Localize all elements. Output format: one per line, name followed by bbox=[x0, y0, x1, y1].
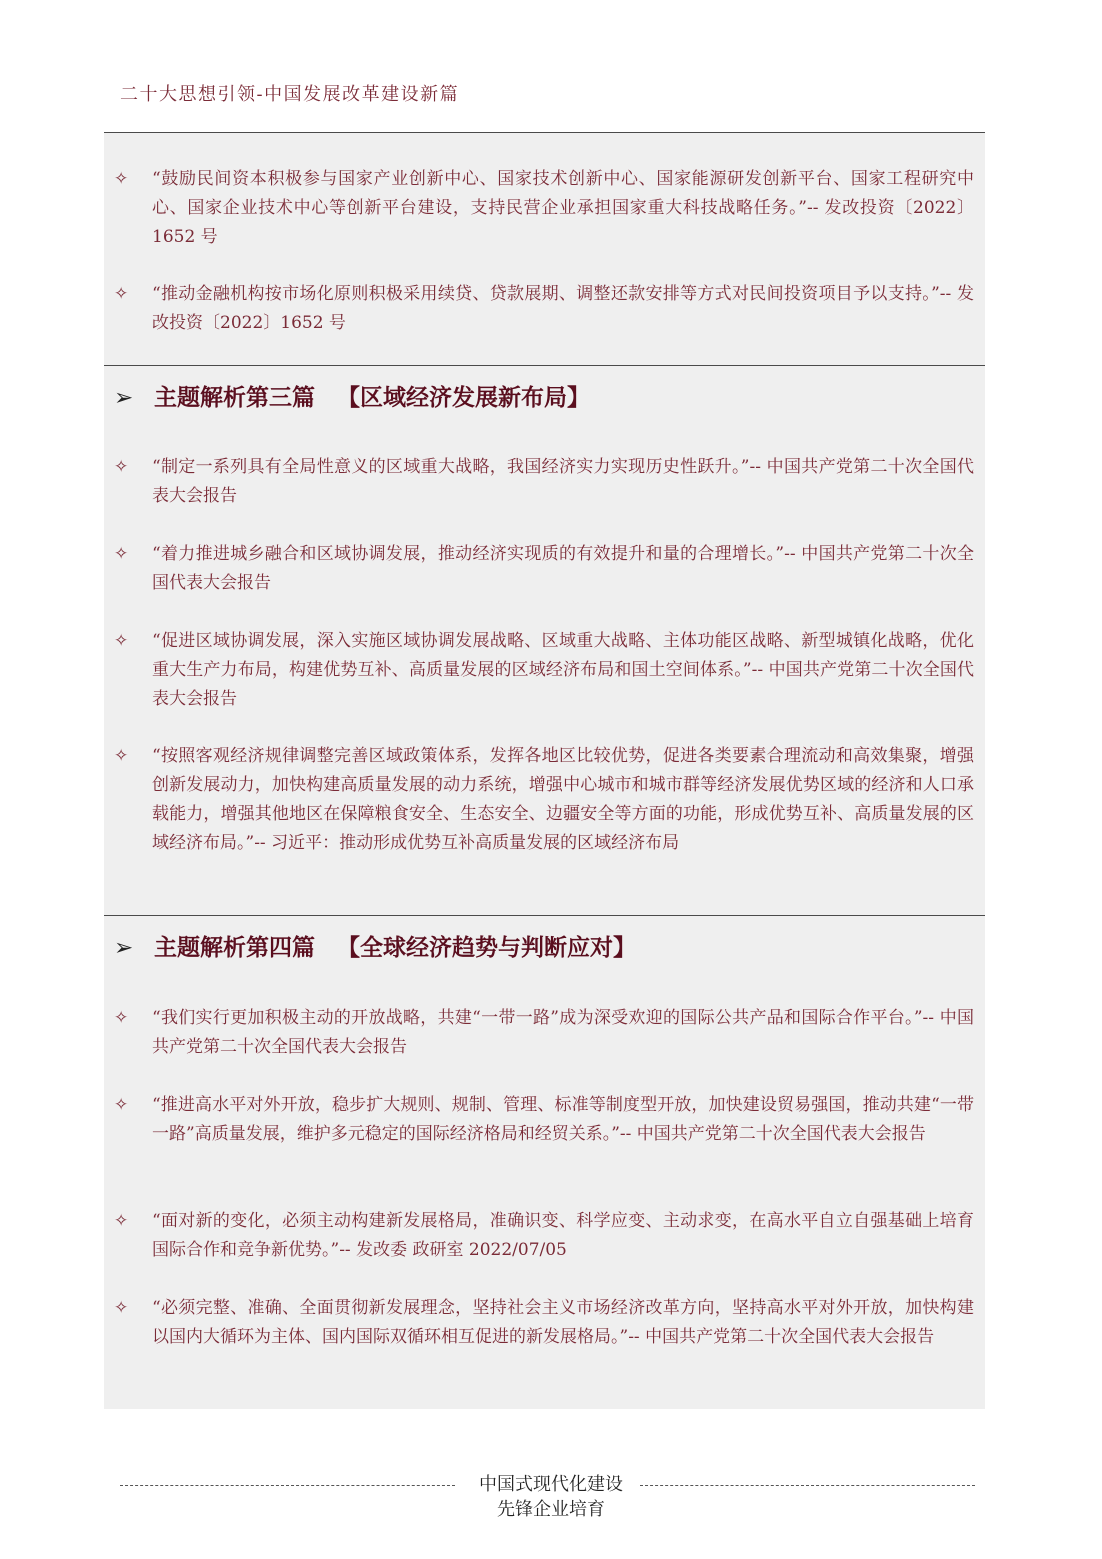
section-divider bbox=[104, 365, 985, 366]
quote-text: “按照客观经济规律调整完善区域政策体系，发挥各地区比较优势，促进各类要素合理流动和高效集聚，增强创新发展动力，加快构建高质量发展的动力系统，增强中心城市和城市群等经济发展优势区域的经济和人口承载能力，增强其他地区在保障粮食安全、生态安全、边疆安全等方面的功能，形成优势互补、高质量发展的区域经济布局。”-- 习近平：推动形成优势互补高质量发展的区域经济布局 bbox=[152, 746, 974, 853]
quote-item bbox=[114, 280, 974, 338]
bullet-diamond-icon: ✧ bbox=[114, 544, 129, 564]
quote-text: “我们实行更加积极主动的开放战略，共建“一带一路”成为深受欢迎的国际公共产品和国际合作平台。”-- 中国共产党第二十次全国代表大会报告 bbox=[152, 1008, 974, 1057]
quote-text: “必须完整、准确、全面贯彻新发展理念，坚持社会主义市场经济改革方向，坚持高水平对外开放，加快构建以国内大循环为主体、国内国际双循环相互促进的新发展格局。”-- 中国共产党第二十次全国代表大会报告 bbox=[152, 1298, 974, 1347]
quote-item bbox=[114, 1294, 974, 1352]
footer-line-2: 先锋企业培育 bbox=[497, 1499, 605, 1520]
section-title: 【全球经济趋势与判断应对】 bbox=[337, 935, 636, 961]
content-panel bbox=[104, 132, 985, 1409]
section-label: 主题解析第三篇 bbox=[154, 385, 315, 411]
quote-item bbox=[114, 540, 974, 598]
bullet-diamond-icon: ✧ bbox=[114, 631, 129, 651]
page-header-title: 二十大思想引领-中国发展改革建设新篇 bbox=[120, 84, 460, 105]
bullet-diamond-icon: ✧ bbox=[114, 1008, 129, 1028]
quote-item bbox=[114, 627, 974, 714]
quote-item bbox=[114, 742, 974, 858]
bullet-diamond-icon: ✧ bbox=[114, 284, 129, 304]
bullet-diamond-icon: ✧ bbox=[114, 746, 129, 766]
bullet-diamond-icon: ✧ bbox=[114, 1298, 129, 1318]
quote-item bbox=[114, 165, 974, 252]
arrow-icon: ➢ bbox=[114, 935, 134, 961]
section-divider bbox=[104, 915, 985, 916]
section-label: 主题解析第四篇 bbox=[154, 935, 315, 961]
quote-text: “面对新的变化，必须主动构建新发展格局，准确识变、科学应变、主动求变，在高水平自立自强基础上培育国际合作和竞争新优势。”-- 发改委 政研室 2022/07/05 bbox=[152, 1211, 974, 1260]
quote-text: “制定一系列具有全局性意义的区域重大战略，我国经济实力实现历史性跃升。”-- 中国共产党第二十次全国代表大会报告 bbox=[152, 457, 974, 506]
quote-text: “鼓励民间资本积极参与国家产业创新中心、国家技术创新中心、国家能源研发创新平台、国家工程研究中心、国家企业技术中心等创新平台建设，支持民营企业承担国家重大科技战略任务。”-- 发改投资〔2022〕1652 号 bbox=[152, 169, 974, 247]
quote-text: “着力推进城乡融合和区域协调发展，推动经济实现质的有效提升和量的合理增长。”-- 中国共产党第二十次全国代表大会报告 bbox=[152, 544, 974, 593]
bullet-diamond-icon: ✧ bbox=[114, 457, 129, 477]
arrow-icon: ➢ bbox=[114, 385, 134, 411]
section-heading-4 bbox=[114, 929, 636, 962]
quote-item bbox=[114, 1091, 974, 1149]
bullet-diamond-icon: ✧ bbox=[114, 169, 129, 189]
quote-text: “推动金融机构按市场化原则积极采用续贷、贷款展期、调整还款安排等方式对民间投资项目予以支持。”-- 发改投资〔2022〕1652 号 bbox=[152, 284, 974, 333]
quote-text: “促进区域协调发展，深入实施区域协调发展战略、区域重大战略、主体功能区战略、新型城镇化战略，优化重大生产力布局，构建优势互补、高质量发展的区域经济布局和国土空间体系。”-- 中国共产党第二十次全国代表大会报告 bbox=[152, 631, 974, 709]
section-title: 【区域经济发展新布局】 bbox=[337, 385, 590, 411]
quote-text: “推进高水平对外开放，稳步扩大规则、规制、管理、标准等制度型开放，加快建设贸易强国，推动共建“一带一路”高质量发展，维护多元稳定的国际经济格局和经贸关系。”-- 中国共产党第二十次全国代表大会报告 bbox=[152, 1095, 974, 1144]
section-heading-3 bbox=[114, 379, 590, 412]
quote-item bbox=[114, 1004, 974, 1062]
footer-line-1: 中国式现代化建设 bbox=[479, 1474, 623, 1495]
quote-item bbox=[114, 1207, 974, 1265]
bullet-diamond-icon: ✧ bbox=[114, 1095, 129, 1115]
bullet-diamond-icon: ✧ bbox=[114, 1211, 129, 1231]
footer-dashed-line-right bbox=[640, 1485, 975, 1486]
quote-item bbox=[114, 453, 974, 511]
footer-dashed-line-left bbox=[120, 1485, 455, 1486]
